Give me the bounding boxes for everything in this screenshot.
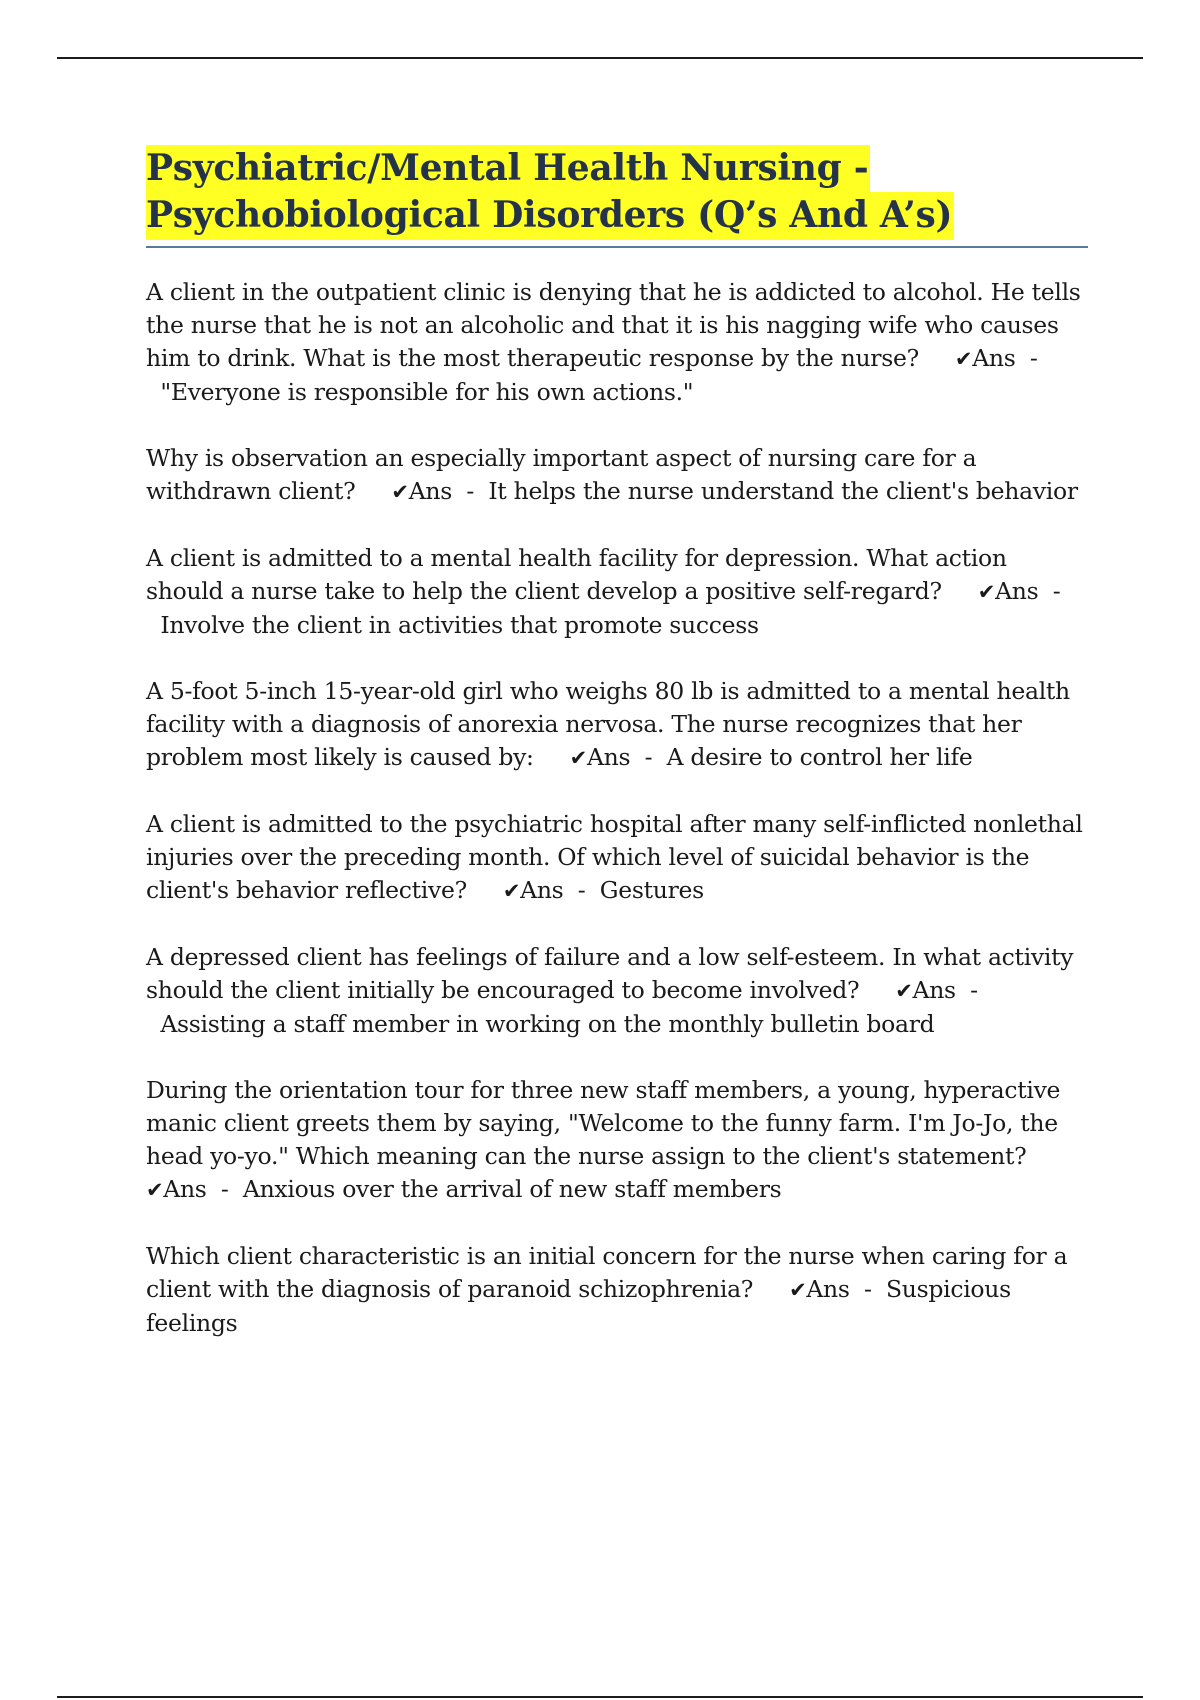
answer-label: Ans [163, 1175, 207, 1203]
answer-separator: - [970, 976, 978, 1004]
answer-separator: - [577, 876, 586, 904]
answer-separator: - [644, 743, 653, 771]
document-title [146, 145, 1088, 239]
answer-text: A desire to control her life [666, 743, 973, 771]
qa-list [146, 276, 1088, 1340]
answer-text: "Everyone is responsible for his own actions." [160, 378, 694, 406]
check-icon: ✔ [502, 879, 521, 903]
page-bottom-rule [57, 1696, 1143, 1698]
document-body [146, 145, 1088, 1373]
question-text: A client is admitted to the psychiatric hospital after many self-inflicted nonlethal injuries over the preceding month. Of which level of suicidal behavior is the client's behavior reflective? [146, 810, 1083, 904]
qa-item [146, 1074, 1088, 1207]
answer-label: Ans [972, 344, 1016, 372]
question-text: During the orientation tour for three new staff members, a young, hyperactive manic client greets them by saying, "Welcome to the funny farm. I'm Jo-Jo, the head yo-yo." Which meaning can the nurse assign to the client's statement? [146, 1076, 1061, 1170]
answer-label: Ans [408, 477, 452, 505]
answer-separator: - [1052, 577, 1061, 605]
answer-separator: - [1029, 344, 1038, 372]
question-text: A 5-foot 5-inch 15-year-old girl who weighs 80 lb is admitted to a mental health facility with a diagnosis of anorexia nervosa. The nurse recognizes that her problem most likely is caused by: [146, 677, 1070, 771]
question-text: A client is admitted to a mental health facility for depression. What action should a nurse take to help the client develop a positive self-regard? [146, 544, 1007, 605]
title-line-2: Psychobiological Disorders (Q’s And A’s) [146, 192, 954, 240]
answer-text: It helps the nurse understand the client's behavior [488, 477, 1078, 505]
check-icon: ✔ [146, 1178, 164, 1202]
title-line-1: Psychiatric/Mental Health Nursing - [146, 145, 870, 193]
answer-text: Anxious over the arrival of new staff members [242, 1175, 782, 1203]
answer-text: Involve the client in activities that promote success [160, 611, 759, 639]
answer-label: Ans [912, 976, 956, 1004]
check-icon: ✔ [569, 746, 587, 770]
answer-label: Ans [520, 876, 564, 904]
qa-item [146, 941, 1088, 1041]
answer-label: Ans [806, 1275, 850, 1303]
qa-item [146, 808, 1088, 908]
answer-separator: - [220, 1175, 229, 1203]
title-underline [146, 246, 1088, 248]
answer-text: Suspicious feelings [146, 1275, 1011, 1337]
check-icon: ✔ [977, 580, 996, 604]
check-icon: ✔ [895, 979, 913, 1003]
question-text: A client in the outpatient clinic is denying that he is addicted to alcohol. He tells the nurse that he is not an alcoholic and that it is his nagging wife who causes him to drink. What is the most therapeutic response by the nurse? [146, 278, 1081, 372]
question-text: Why is observation an especially important aspect of nursing care for a withdrawn client? [146, 444, 977, 505]
qa-item [146, 442, 1088, 509]
answer-separator: - [466, 477, 474, 505]
question-text: Which client characteristic is an initial concern for the nurse when caring for a client with the diagnosis of paranoid schizophrenia? [146, 1242, 1068, 1303]
qa-item [146, 675, 1088, 775]
qa-item [146, 276, 1088, 409]
qa-item [146, 1240, 1088, 1340]
answer-text: Gestures [599, 876, 704, 904]
question-text: A depressed client has feelings of failure and a low self-esteem. In what activity should the client initially be encouraged to become involved? [146, 943, 1074, 1004]
page-top-rule [57, 57, 1143, 59]
answer-label: Ans [586, 743, 631, 771]
answer-text: Assisting a staff member in working on the monthly bulletin board [160, 1010, 935, 1038]
qa-item [146, 542, 1088, 642]
check-icon: ✔ [954, 347, 973, 371]
check-icon: ✔ [789, 1278, 807, 1302]
answer-separator: - [864, 1275, 872, 1303]
check-icon: ✔ [391, 480, 409, 504]
answer-label: Ans [995, 577, 1039, 605]
